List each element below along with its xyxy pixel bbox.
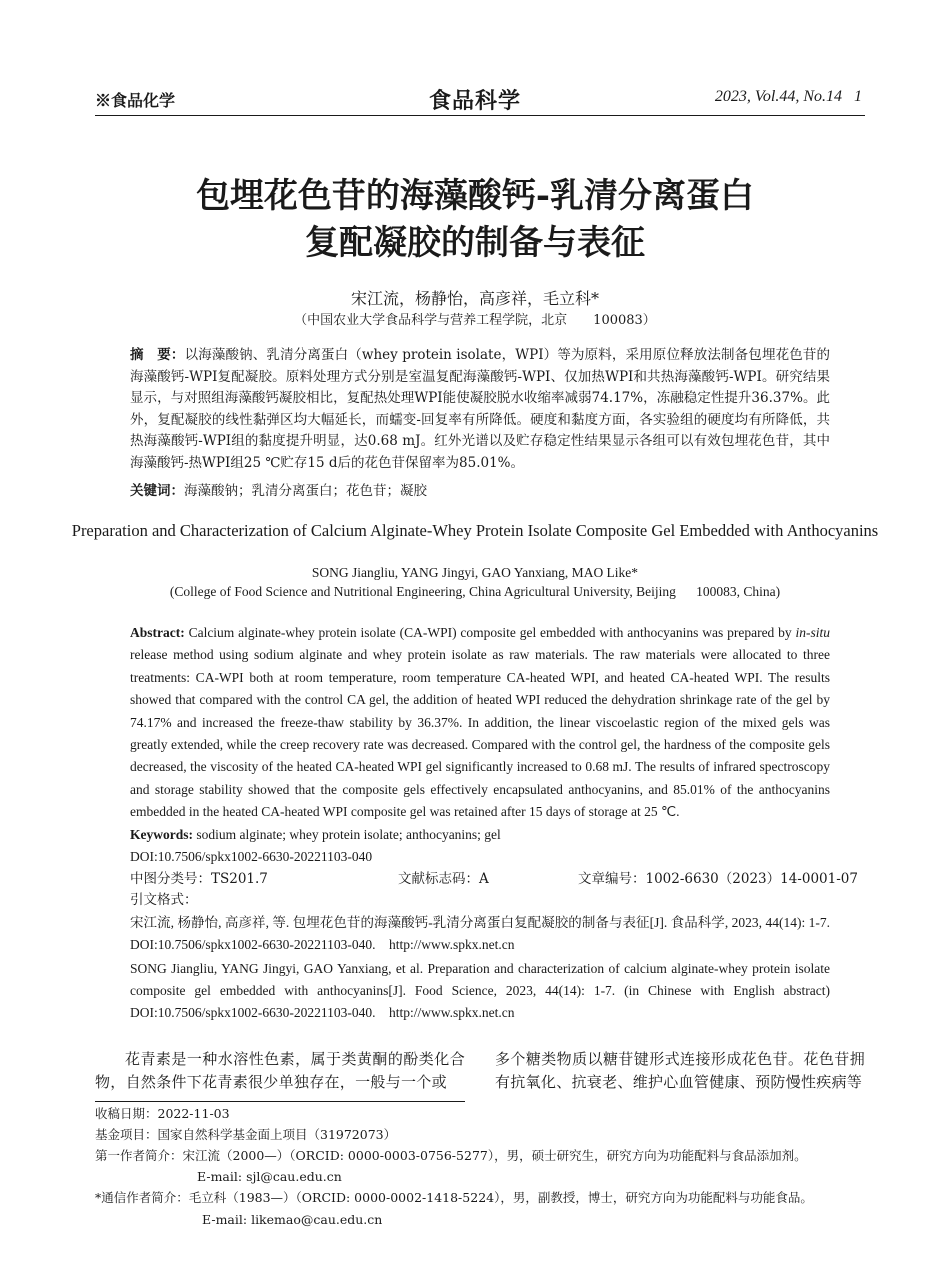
abstract-en-text-b: release method using sodium alginate and whey protein isolate as raw materials. The raw materials were allocated to three treatments: CA-WPI both at room temperature, room temperature CA-heated WPI, and heated CA-heated WPI. The results showed that compared with the control CA gel, the addition of heated WPI reduced the dehydration shrinkage rate of the gel by 74.17% and increased the freeze-thaw stability by 36.37%. In addition, the linear viscoelastic region of the mixed gels was greatly extended, while the creep recovery rate was decreased. Compared with the control gel, the hardness of the composite gels decreased, the viscosity of the heated CA-heated WPI gel significantly increased to 0.68 mJ. The results of infrared spectroscopy and storage stability showed that the composite gels effectively encapsulated anthocyanins, and 85.01% of the anthocyanins embedded in the heated CA-heated WPI composite gel was retained after 15 days of storage at 25 ℃. bbox=[130, 647, 830, 820]
authors-cn: 宋江流，杨静怡，高彦祥，毛立科* bbox=[350, 289, 599, 308]
abstract-en-italic: in-situ bbox=[795, 625, 830, 640]
abstract-en-text-a: Calcium alginate-whey protein isolate (CA-WPI) composite gel embedded with anthocyanins was prepared by bbox=[184, 625, 796, 640]
footnote-received: 收稿日期：2022-11-03 bbox=[95, 1106, 230, 1121]
footnote-corresponding-email: E-mail: likemao@cau.edu.cn bbox=[202, 1212, 383, 1227]
body-column-left: 花青素是一种水溶性色素，属于类黄酮的酚类化合物，自然条件下花青素很少单独存在，一般与一个或 bbox=[95, 1050, 465, 1091]
abstract-en bbox=[130, 622, 830, 824]
issue-info bbox=[715, 88, 862, 106]
page-number: 1 bbox=[854, 88, 862, 105]
title-cn-line1: 包埋花色苷的海藻酸钙-乳清分离蛋白 bbox=[195, 176, 755, 216]
footnote-first-author: 第一作者简介：宋江流（2000—）（ORCID: 0000-0003-0756-5277），男，硕士研究生，研究方向为功能配料与食品添加剂。 bbox=[95, 1148, 807, 1163]
keywords-cn-label: 关键词： bbox=[130, 483, 184, 499]
footnote-rule bbox=[95, 1101, 465, 1102]
keywords-en-label: Keywords: bbox=[130, 827, 193, 842]
article-number: 文章编号：1002-6630（2023）14-0001-07 bbox=[578, 871, 858, 887]
abstract-en-label: Abstract: bbox=[130, 625, 185, 640]
keywords-en bbox=[130, 824, 830, 846]
keywords-cn bbox=[130, 481, 830, 503]
section-label: ※食品化学 bbox=[95, 91, 176, 110]
footnote-fund: 基金项目：国家自然科学基金面上项目（31972073） bbox=[95, 1127, 397, 1142]
authors-en: SONG Jiangliu, YANG Jingyi, GAO Yanxiang, MAO Like* bbox=[311, 565, 639, 580]
doi: DOI:10.7506/spkx1002-6630-20221103-040 bbox=[130, 849, 373, 864]
footnote-corresponding-author: *通信作者简介：毛立科（1983—）（ORCID: 0000-0002-1418-5224），男，副教授，博士，研究方向为功能配料与功能食品。 bbox=[95, 1190, 813, 1205]
citation-en: SONG Jiangliu, YANG Jingyi, GAO Yanxiang, et al. Preparation and characterization of calcium alginate-whey protein isolate composite gel embedded with anthocyanins[J]. Food Science, 2023, 44(14): 1-7. (in Chinese with English abstract) DOI:10.7506/spkx1002-6630-20221103-040. http://www.spkx.net.cn bbox=[130, 961, 830, 1020]
citation-cn: 宋江流, 杨静怡, 高彦祥, 等. 包埋花色苷的海藻酸钙-乳清分离蛋白复配凝胶的制备与表征[J]. 食品科学, 2023, 44(14): 1-7. DOI:10.7506/spkx1002-6630-20221103-040. http://www.spkx.net.cn bbox=[130, 915, 830, 952]
abstract-cn bbox=[130, 345, 830, 475]
body-column-right: 多个糖类物质以糖苷键形式连接形成花色苷。花色苷拥有抗氧化、抗衰老、维护心血管健康、预防慢性疾病等 bbox=[495, 1050, 865, 1091]
keywords-cn-text: 海藻酸钠；乳清分离蛋白；花色苷；凝胶 bbox=[184, 483, 427, 499]
affiliation-en: (College of Food Science and Nutritional Engineering, China Agricultural University, Beijing 100083, China) bbox=[169, 584, 781, 599]
clc-number: 中图分类号：TS201.7 bbox=[130, 871, 268, 887]
abstract-cn-text: 以海藻酸钠、乳清分离蛋白（whey protein isolate，WPI）等为原料，采用原位释放法制备包埋花色苷的海藻酸钙-WPI复配凝胶。原料处理方式分别是室温复配海藻酸钙-WPI、仅加热WPI和共热海藻酸钙-WPI。研究结果显示，与对照组海藻酸钙凝胶相比，复配热处理WPI能使凝胶脱水收缩率减弱74.17%，冻融稳定性提升36.37%。此外，复配凝胶的线性黏弹区均大幅延长，而蠕变-回复率有所降低。硬度和黏度方面，各实验组的硬度均有所降低，共热海藻酸钙-WPI组的黏度提升明显，达0.68 mJ。红外光谱以及贮存稳定性结果显示各组可以有效包埋花色苷，其中海藻酸钙-热WPI组25 ℃贮存15 d后的花色苷保留率为85.01%。 bbox=[130, 347, 831, 471]
footnote-first-email: E-mail: sjl@cau.edu.cn bbox=[197, 1169, 342, 1184]
citation-label: 引文格式： bbox=[130, 892, 198, 908]
journal-logo: 食品科学 bbox=[428, 89, 521, 114]
abstract-cn-label: 摘 要： bbox=[130, 347, 185, 363]
header-rule bbox=[95, 115, 865, 116]
document-code: 文献标志码：A bbox=[398, 871, 489, 887]
affiliation-cn: （中国农业大学食品科学与营养工程学院，北京 100083） bbox=[294, 313, 656, 328]
keywords-en-text: sodium alginate; whey protein isolate; anthocyanins; gel bbox=[193, 827, 501, 842]
title-cn-line2: 复配凝胶的制备与表征 bbox=[305, 223, 645, 263]
issue-volume: 2023, Vol.44, No.14 bbox=[714, 88, 842, 105]
title-en: Preparation and Characterization of Calcium Alginate-Whey Protein Isolate Composite Gel Embedded with Anthocyanins bbox=[71, 521, 879, 540]
